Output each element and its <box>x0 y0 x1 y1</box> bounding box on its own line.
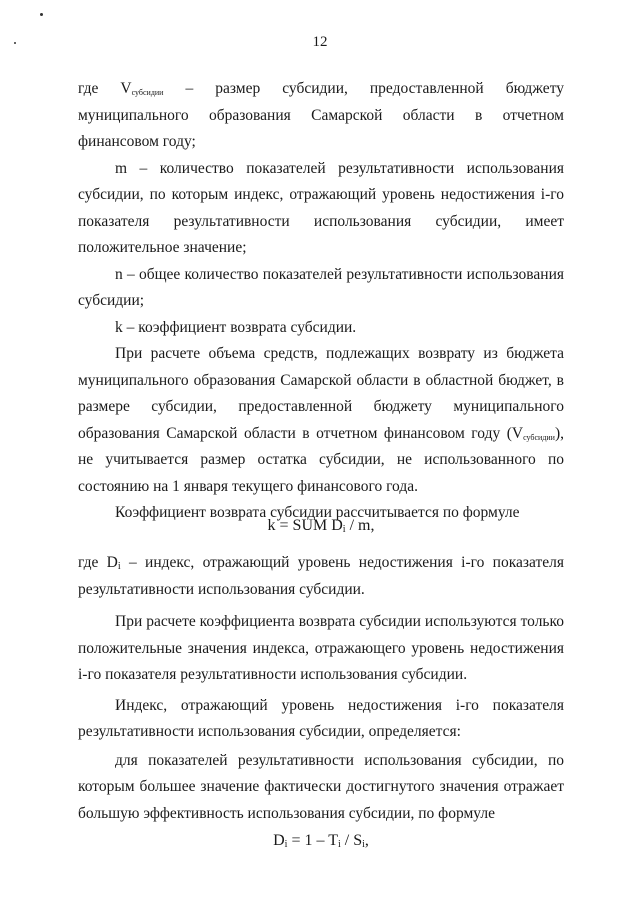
paragraph-v-definition <box>78 76 564 156</box>
text-fragment: – размер субсидии, предоставленной бюджету муниципального образования Самарской области в отчетном финансовом году; <box>78 80 565 150</box>
subscript: субсидии <box>523 432 555 442</box>
formula-text: k = SUM D <box>267 517 343 534</box>
text-fragment: При расчете объема средств, подлежащих возврату из бюджета муниципального образования Самарской области в областной бюджет, в размере субсидии, предоставленной бюджету муниципального образования Самарской области в отчетном финансовом году (V <box>78 345 564 442</box>
paragraph-m-definition: m – количество показателей результативности использования субсидии, по которым индекс, отражающий уровень недостижения i-го показателя результативности использования субсидии, имеет положительное значение; <box>78 159 564 256</box>
paragraph-d-definition <box>78 550 564 603</box>
formula-k <box>78 513 564 540</box>
subscript: i <box>342 524 346 535</box>
paragraph-indicators-formula: для показателей результативности использования субсидии, по которым большее значение фактически достигнутого значения отражает большую эффективность использования субсидии, по формуле <box>78 751 564 822</box>
formula-d <box>78 828 564 855</box>
formula-text: , <box>364 832 369 849</box>
text-fragment: – индекс, отражающий уровень недостижения i-го показателя результативности использования субсидии. <box>78 554 565 598</box>
scan-artifact-dot <box>40 13 43 16</box>
subscript: i <box>117 561 121 572</box>
formula-text: D <box>273 832 285 849</box>
paragraph-refund-calculation <box>78 341 564 500</box>
paragraph-k-definition: k – коэффициент возврата субсидии. <box>115 318 357 336</box>
formula-text: / m, <box>345 517 375 534</box>
document-body <box>78 76 564 527</box>
subscript: субсидии <box>131 88 164 97</box>
formula-text: = 1 – T <box>287 832 338 849</box>
text-fragment: где V <box>78 80 132 97</box>
paragraph-formula-intro: Коэффициент возврата субсидии рассчитывается по формуле <box>115 504 520 521</box>
formula-text: / S <box>340 832 363 849</box>
document-body-continued <box>78 550 564 827</box>
text-fragment: ), не учитывается размер остатка субсидии, не использованного по состоянию на 1 января текущего финансового года. <box>78 424 564 495</box>
subscript: i <box>284 839 288 850</box>
paragraph-index-definition: Индекс, отражающий уровень недостижения i-го показателя результативности использования субсидии, определяется: <box>78 696 564 740</box>
page-number: 12 <box>312 34 328 50</box>
paragraph-positive-values: При расчете коэффициента возврата субсидии используются только положительные значения индекса, отражающего уровень недостижения i-го показателя результативности использования субсидии. <box>78 613 564 683</box>
subscript: i <box>337 839 341 850</box>
paragraph-n-definition: n – общее количество показателей результативности использования субсидии; <box>78 265 564 309</box>
subscript: i <box>362 839 365 850</box>
text-fragment: где D <box>78 554 118 571</box>
